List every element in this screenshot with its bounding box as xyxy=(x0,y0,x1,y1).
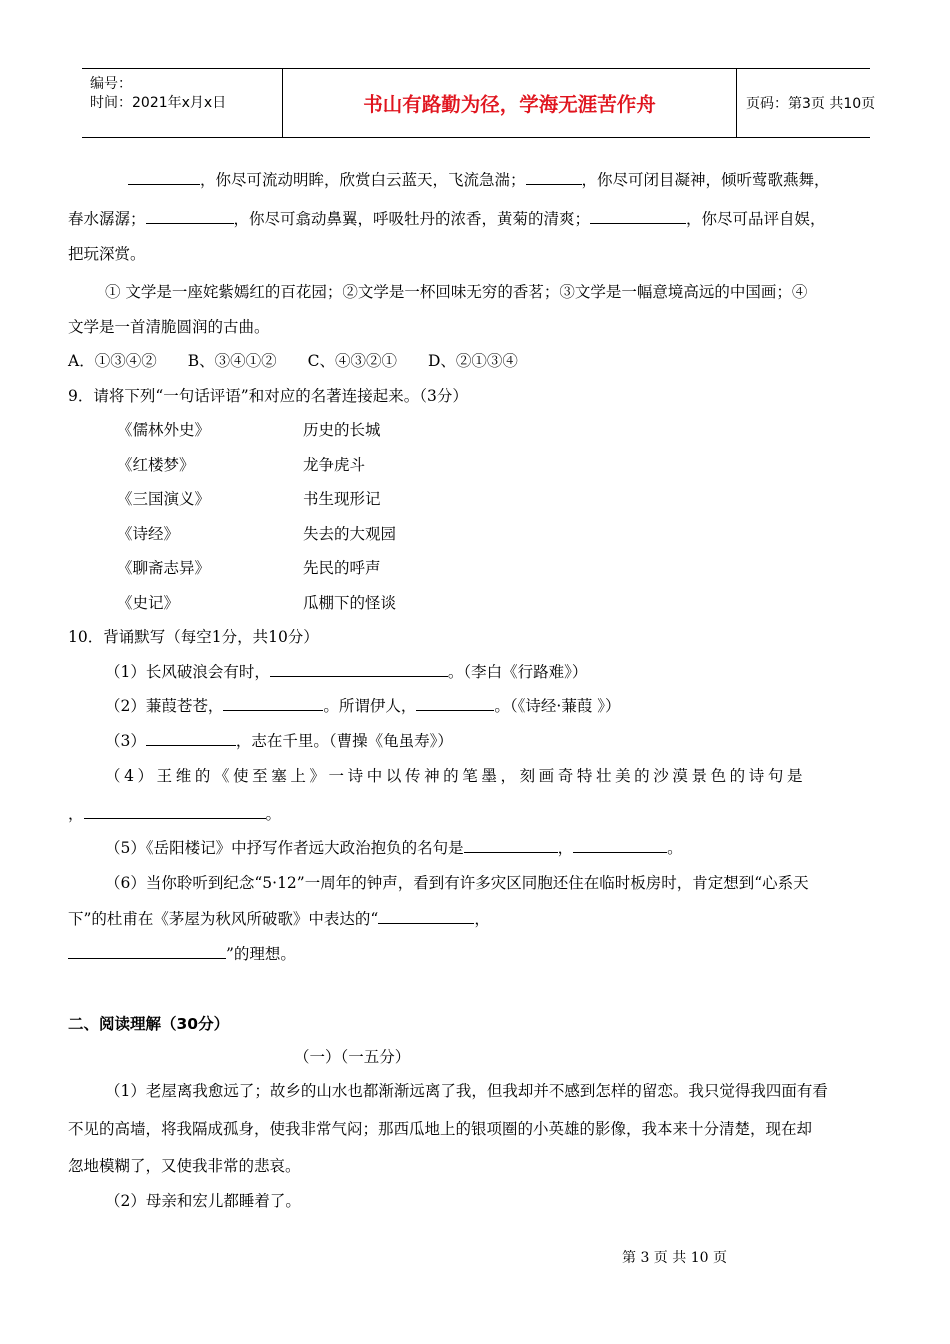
q9-comment: 书生现形记 xyxy=(303,490,381,508)
q9-book: 《红楼梦》 xyxy=(117,456,195,474)
q10-item6-line1: （6）当你聆听到纪念“5·12”一周年的钟声，看到有许多灾区同胞还住在临时板房时，肯定想到“心系天 xyxy=(105,874,809,892)
passage-line: 不见的高墙，将我隔成孤身，使我非常气闷；那西瓜地上的银项圈的小英雄的影像，我本来十分清楚，现在却 xyxy=(68,1120,813,1138)
section2-heading: 二、阅读理解（30分） xyxy=(68,1015,230,1033)
passage-line: （1）老屋离我愈远了；故乡的山水也都渐渐远离了我，但我却并不感到怎样的留恋。我只觉得我四面有看 xyxy=(105,1082,828,1100)
answer-blank xyxy=(526,170,582,185)
q9-book: 《聊斋志异》 xyxy=(117,559,211,577)
q10-item5: （5）《岳阳楼记》中抒写作者远大政治抱负的名句是 ， 。 xyxy=(105,839,683,857)
page-footer: 第 3 页 共 10 页 xyxy=(622,1250,727,1266)
q8-line2: 春水潺潺； ，你尽可翕动鼻翼，呼吸牡丹的浓香，黄菊的清爽； ，你尽可品评自娱， xyxy=(68,210,826,228)
q9-book: 《儒林外史》 xyxy=(117,421,211,439)
q10-item4: （4）王维的《使至塞上》一诗中以传神的笔墨，刻画奇特壮美的沙漠景色的诗句是 xyxy=(105,767,807,785)
section2-subheading: （一）（一五分） xyxy=(294,1048,411,1066)
q9-book: 《史记》 xyxy=(117,594,180,612)
header-right-cell xyxy=(736,69,876,137)
q9-book: 《诗经》 xyxy=(117,525,180,543)
number-label: 编号： xyxy=(90,76,132,92)
answer-blank xyxy=(128,170,200,185)
answer-blank xyxy=(146,209,234,224)
q9-comment: 失去的大观园 xyxy=(303,525,397,543)
answer-blank xyxy=(223,696,323,711)
q10-item6-line2: 下”的杜甫在《茅屋为秋风所破歌》中表达的“ ， xyxy=(68,910,490,928)
answer-blank xyxy=(270,662,448,677)
answer-blank xyxy=(84,804,266,819)
answer-blank xyxy=(68,944,226,959)
motto: 书山有路勤为径，学海无涯苦作舟 xyxy=(363,93,656,116)
q9-comment: 龙争虎斗 xyxy=(303,456,366,474)
answer-blank xyxy=(146,731,236,746)
q9-comment: 瓜棚下的怪谈 xyxy=(303,594,397,612)
page-label: 页码：第3页 共10页 xyxy=(746,96,876,112)
passage-line: 忽地模糊了，又使我非常的悲哀。 xyxy=(68,1157,301,1175)
answer-blank xyxy=(378,909,474,924)
header-left-cell xyxy=(82,69,282,137)
q9-comment: 历史的长城 xyxy=(303,421,381,439)
q9-title: 9．请将下列“一句话评语”和对应的名著连接起来。（3分） xyxy=(68,387,468,405)
q9-comment: 先民的呼声 xyxy=(303,559,381,577)
q10-item3: （3） ，志在千里。（曹操《龟虽寿》） xyxy=(105,732,453,750)
answer-blank xyxy=(464,838,558,853)
passage-line: （2）母亲和宏儿都睡着了。 xyxy=(105,1192,301,1210)
q10-item4-answer: ， 。 xyxy=(68,805,282,823)
q8-line1: ，你尽可流动明眸，欣赏白云蓝天，飞流急湍； ，你尽可闭目凝神，倾听莺歌燕舞， xyxy=(128,169,830,191)
q10-item2: （2）蒹葭苍苍， 。所谓伊人， 。（《诗经·蒹葭 》） xyxy=(105,697,621,715)
q10-title: 10．背诵默写（每空1分，共10分） xyxy=(68,628,319,646)
date-label: 时间：2021年x月x日 xyxy=(90,95,227,111)
answer-blank xyxy=(590,209,686,224)
answer-blank xyxy=(573,838,667,853)
q9-book: 《三国演义》 xyxy=(117,490,211,508)
q8-options-line1: ① 文学是一座姹紫嫣红的百花园；②文学是一杯回味无穷的香茗；③文学是一幅意境高远的中国画；④ xyxy=(105,283,808,301)
page-header xyxy=(82,68,876,138)
q10-item1: （1）长风破浪会有时， 。（李白《行路难》） xyxy=(105,663,588,681)
header-motto-cell xyxy=(282,69,737,137)
q10-item6-line3: ”的理想。 xyxy=(68,943,296,965)
q8-options-line2: 文学是一首清脆圆润的古曲。 xyxy=(68,318,270,336)
q8-choices: A．①③④② B、③④①② C、④③②① D、②①③④ xyxy=(68,352,518,370)
answer-blank xyxy=(416,696,494,711)
q8-line3: 把玩深赏。 xyxy=(68,245,146,263)
